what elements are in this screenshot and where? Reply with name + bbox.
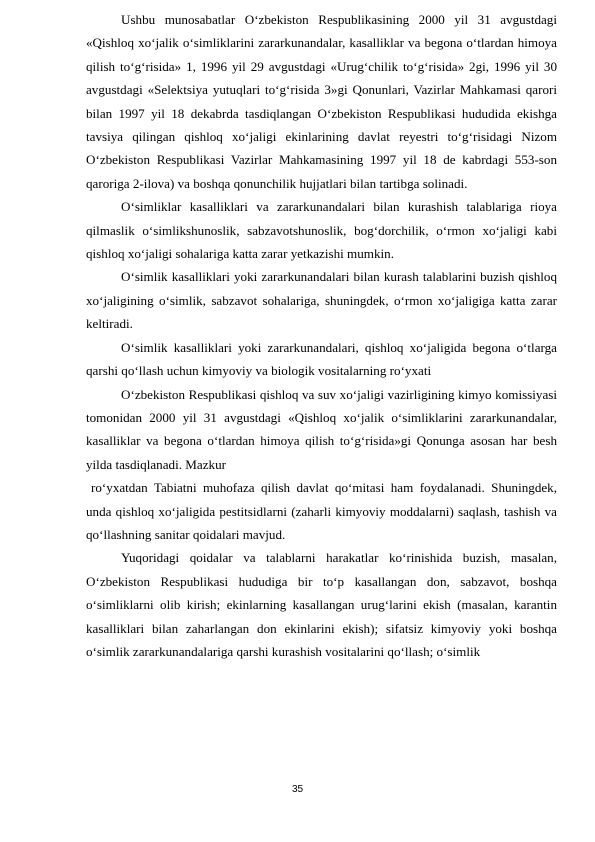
body-text: [86, 8, 557, 663]
paragraph-7: Yuqoridagi qoidalar va talablarni harakatlar ko‘rinishida buzish, masalan, O‘zbekiston Respublikasi hududiga bir to‘p kasallangan don, sabzavot, boshqa o‘simliklarni olib kirish; ekinlarning kasallangan urug‘larini ekish (masalan, karantin kasalliklari bilan zaharlangan don ekinlarini ekish); sifatsiz kimyoviy yoki boshqa o‘simlik zararkunandalariga qarshi kurashish vositalarini qo‘llash; o‘simlik: [86, 550, 557, 659]
paragraph-2: O‘simliklar kasalliklari va zararkunandalari bilan kurashish talablariga rioya qilmaslik o‘simlikshunoslik, sabzavotshunoslik, bog‘dorchilik, o‘rmon xo‘jaligi kabi qishloq xo‘jaligi sohalariga katta zarar yetkazishi mumkin.: [86, 199, 557, 262]
paragraph-4: O‘simlik kasalliklari yoki zararkunandalari, qishloq xo‘jaligida begona o‘tlarga qarshi qo‘llash uchun kimyoviy va biologik vositalarning ro‘yxati: [86, 339, 557, 379]
paragraph-6: ro‘yxatdan Tabiatni muhofaza qilish davlat qo‘mitasi ham foydalanadi. Shuningdek, unda qishloq xo‘jaligida pestitsidlarni (zaharli kimyoviy moddalarni) saqlash, tashish va qo‘llashning sanitar qoidalari mavjud.: [86, 480, 557, 542]
paragraph-3: O‘simlik kasalliklari yoki zararkunandalari bilan kurash talablarini buzish qishloq xo‘jaligining o‘simlik, sabzavot sohalariga, shuningdek, o‘rmon xo‘jaligiga katta zarar keltiradi.: [86, 269, 557, 332]
page-number: 35: [291, 784, 304, 795]
paragraph-5: O‘zbekiston Respublikasi qishloq va suv xo‘jaligi vazirligining kimyo komissiyasi tomonidan 2000 yil 31 avgustdagi «Qishloq xo‘jalik o‘simliklarini zararkunandalar, kasalliklar va begona o‘tlardan himoya qilish to‘g‘risida»gi Qonunga asosan har besh yilda tasdiqlanadi. Mazkur: [86, 386, 557, 472]
paragraph-1: Ushbu munosabatlar O‘zbekiston Respublikasining 2000 yil 31 avgustdagi «Qishloq xo‘jalik o‘simliklarini zararkunandalar, kasalliklar va begona o‘tlardan himoya qilish to‘g‘risida» 1, 1996 yil 29 avgustdagi «Urug‘chilik to‘g‘risida» 2gi, 1996 yil 30 avgustdagi «Selektsiya yutuqlari to‘g‘risida 3»gi Qonunlari, Vazirlar Mahkamasi qarori bilan 1997 yil 18 dekabrda tasdiqlangan O‘zbekiston Respublikasi hududida ekishga tavsiya qilingan qishloq xo‘jaligi ekinlarining davlat reyestri to‘g‘risidagi Nizom O‘zbekiston Respublikasi Vazirlar Mahkamasining 1997 yil 18 de kabrdagi 553-son qaroriga 2-ilova) va boshqa qonunchilik hujjatlari bilan tartibga solinadi.: [86, 12, 557, 191]
